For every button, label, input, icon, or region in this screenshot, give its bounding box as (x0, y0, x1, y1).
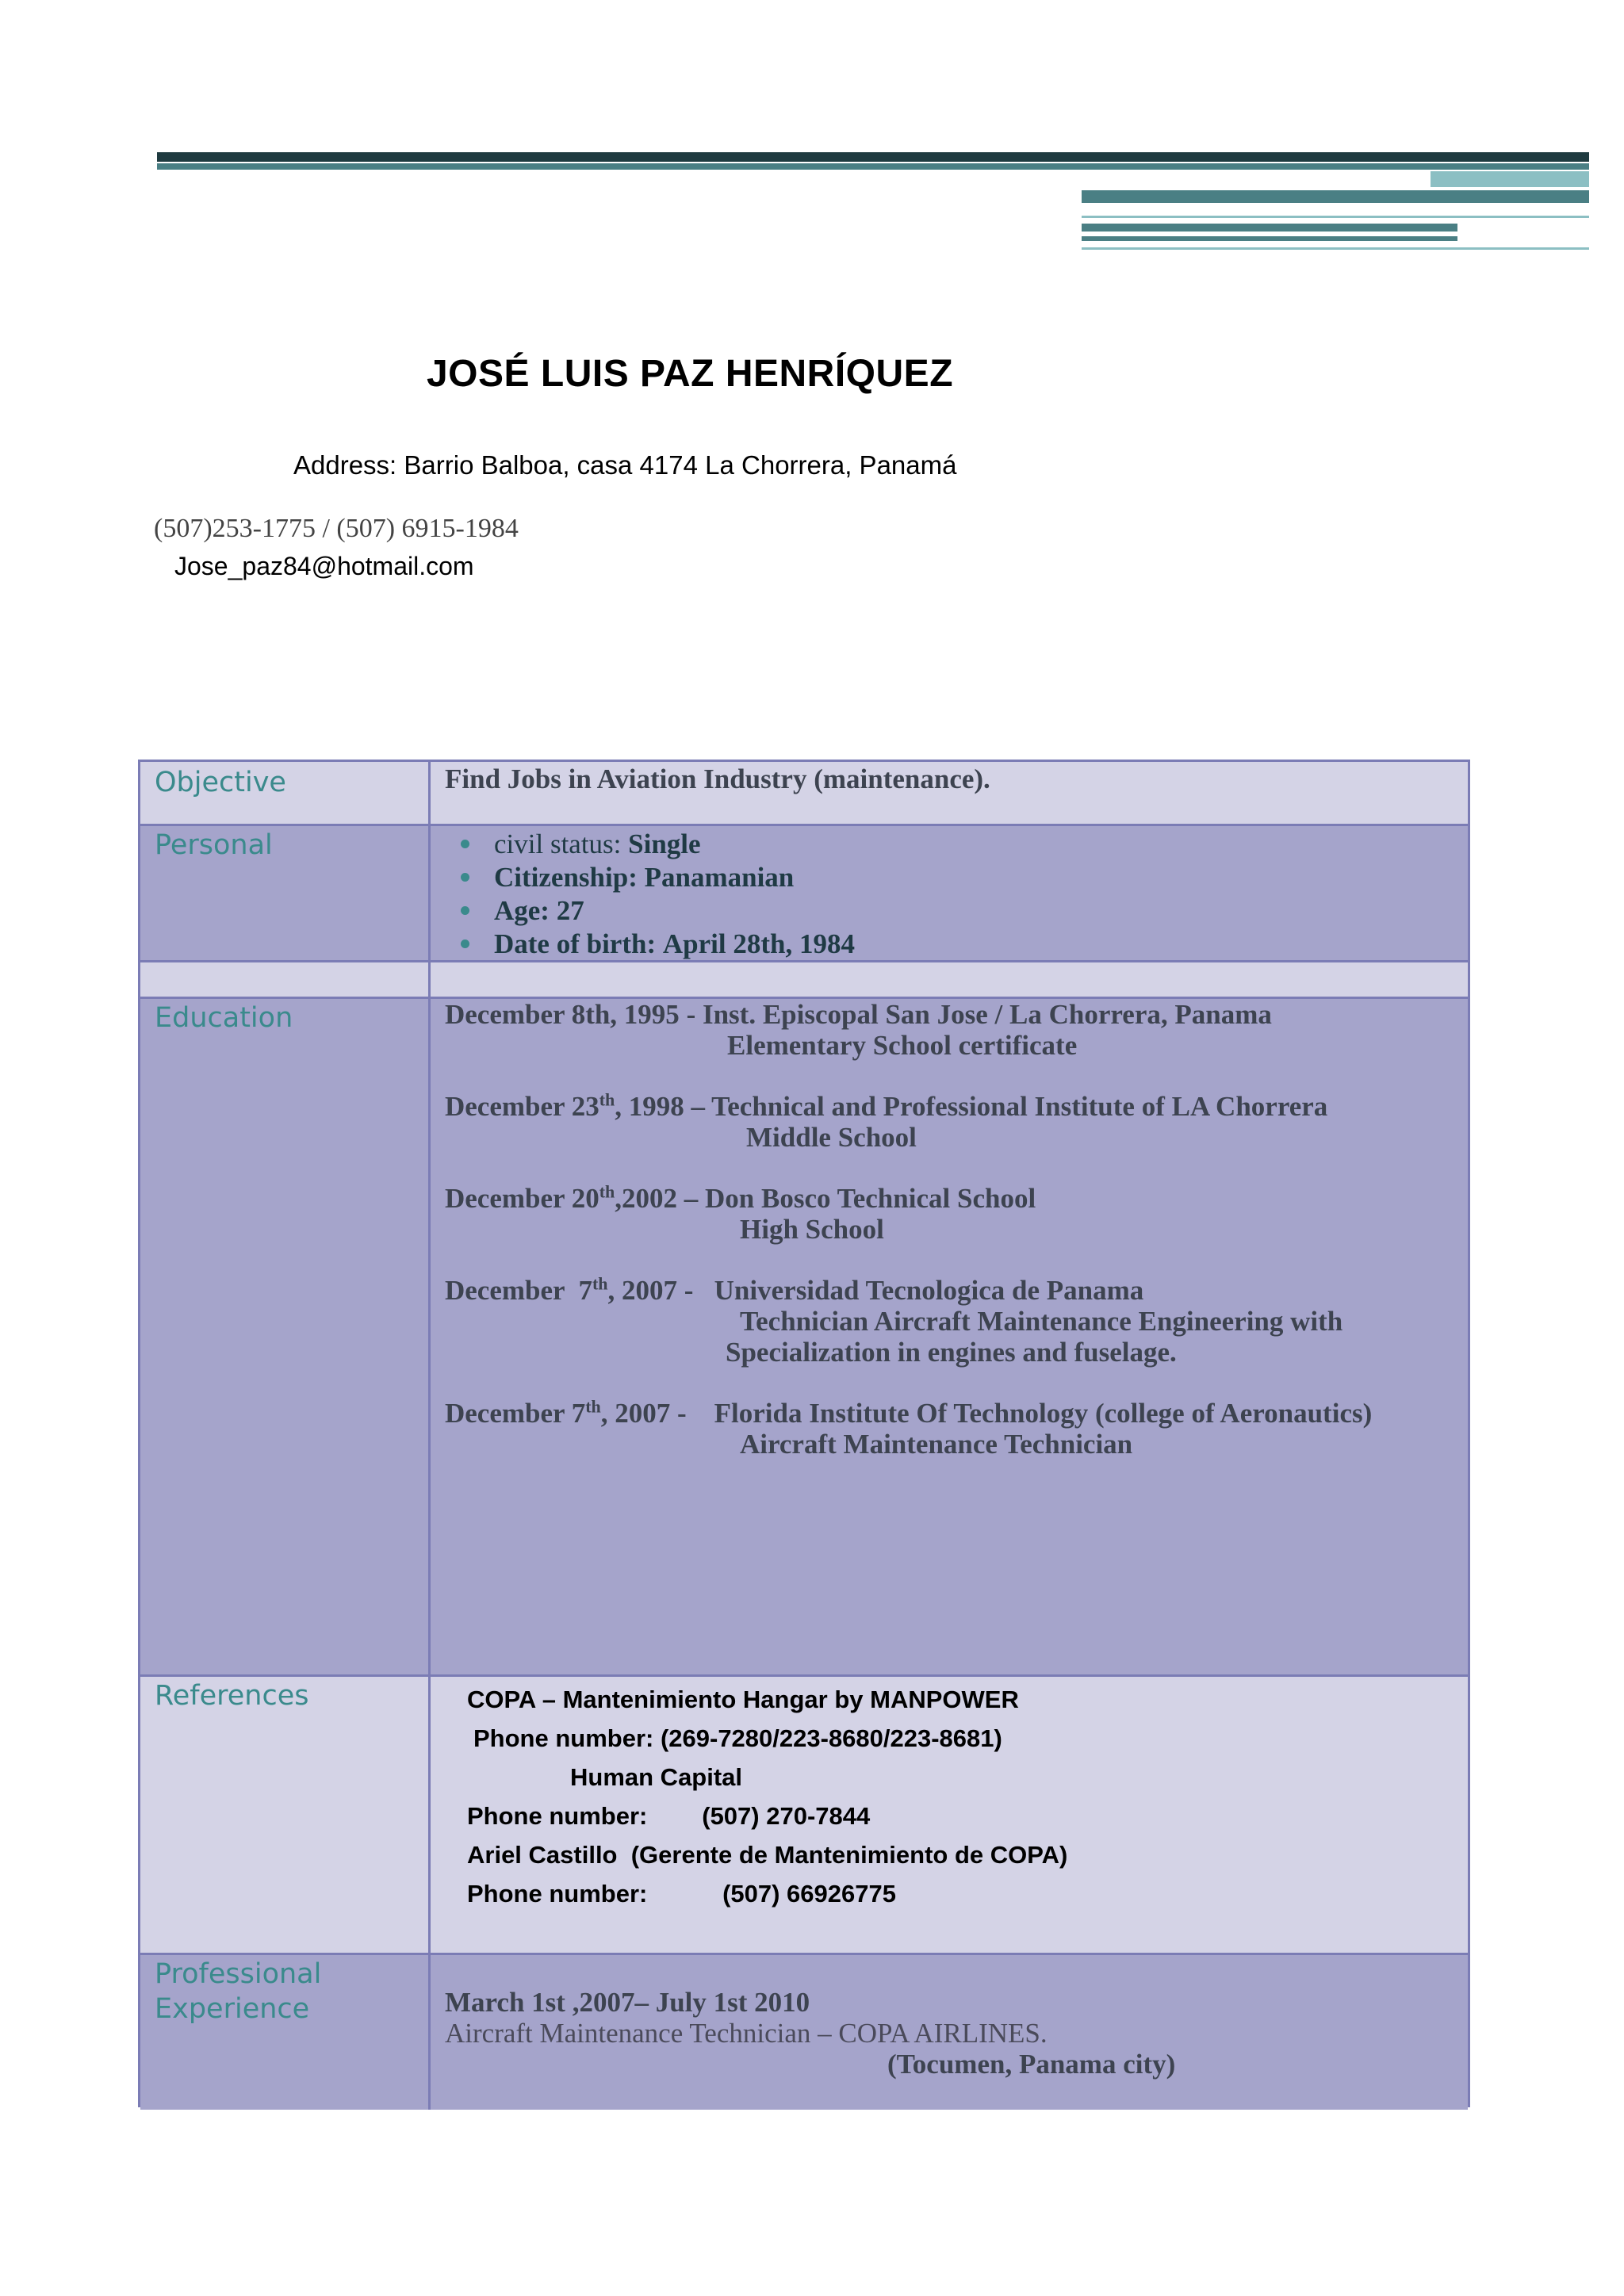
edu-detail: Middle School (746, 1122, 917, 1153)
email-link[interactable]: Jose_paz84@hotmail.com (174, 552, 474, 580)
phone-numbers: (507)253-1775 / (507) 6915-1984 (154, 514, 519, 543)
header-bar-short-1 (1082, 224, 1457, 232)
edu-detail: Technician Aircraft Maintenance Engineering with (740, 1306, 1343, 1337)
personal-key: civil status: (494, 828, 622, 859)
spacer-label (140, 962, 431, 997)
list-item (445, 861, 1454, 894)
education-entry (445, 1398, 1454, 1460)
spacer-row (140, 962, 1468, 999)
list-item (445, 828, 1454, 861)
references-label: References (140, 1677, 431, 1953)
edu-detail: Elementary School certificate (727, 1030, 1078, 1061)
personal-value: Single (628, 828, 701, 859)
edu-sep: - (677, 1275, 714, 1306)
objective-text (431, 762, 1468, 824)
reference-line: Human Capital (570, 1763, 743, 1791)
edu-institution: Don Bosco Technical School (705, 1183, 1036, 1214)
personal-row (140, 826, 1468, 962)
personal-label: Personal (140, 826, 431, 960)
candidate-name: JOSÉ LUIS PAZ HENRÍQUEZ (426, 353, 954, 395)
edu-date: December 20 (445, 1183, 599, 1214)
bullet-icon (461, 873, 469, 882)
header-bar-accent-light (1431, 171, 1589, 187)
references-row (140, 1677, 1468, 1955)
experience-row (140, 1955, 1468, 2110)
education-entry (445, 1091, 1454, 1153)
edu-institution: Inst. Episcopal San Jose / La Chorrera, Panama (702, 999, 1272, 1030)
edu-date-suffix: th (599, 1181, 615, 1202)
personal-key: Date of birth: (494, 928, 657, 959)
education-label: Education (140, 999, 431, 1674)
list-item (445, 928, 1454, 961)
header-bar-thin-2 (1082, 247, 1589, 250)
bullet-icon (461, 840, 469, 848)
experience-cell (431, 1955, 1468, 2110)
edu-institution: Florida Institute Of Technology (college of Aeronautics) (714, 1398, 1373, 1429)
edu-date-year: , 2007 (600, 1398, 671, 1429)
list-item (445, 894, 1454, 928)
experience-title: Aircraft Maintenance Technician – COPA AIRLINES. (445, 2018, 1048, 2049)
edu-date: December 23 (445, 1091, 599, 1122)
education-entry (445, 1183, 1454, 1245)
personal-cell (431, 826, 1468, 960)
edu-date-suffix: th (592, 1273, 608, 1294)
edu-sep: – (684, 1091, 712, 1122)
edu-date-year: , 1998 (615, 1091, 684, 1122)
personal-key: Age: (494, 895, 550, 926)
objective-label: Objective (140, 762, 431, 824)
edu-institution: Technical and Professional Institute of LA Chorrera (711, 1091, 1328, 1122)
edu-detail: Specialization in engines and fuselage. (726, 1337, 1177, 1368)
objective-row (140, 762, 1468, 826)
references-cell (431, 1677, 1468, 1953)
bullet-icon (461, 939, 469, 948)
reference-line: COPA – Mantenimiento Hangar by MANPOWER (467, 1686, 1019, 1713)
personal-value: 27 (556, 895, 584, 926)
edu-date-suffix: th (585, 1396, 601, 1417)
personal-list (445, 828, 1454, 961)
objective-value: Find Jobs in Aviation Industry (maintenance). (445, 763, 990, 794)
edu-date-suffix: th (599, 1089, 615, 1110)
education-cell (431, 999, 1468, 1674)
edu-sep: - (670, 1398, 714, 1429)
edu-detail: Aircraft Maintenance Technician (740, 1429, 1133, 1460)
edu-date-year: , 2007 (607, 1275, 677, 1306)
edu-date-year: ,2002 (615, 1183, 677, 1214)
header-bar-mid (1082, 190, 1589, 203)
reference-line: Ariel Castillo (Gerente de Mantenimiento de COPA) (467, 1841, 1068, 1869)
header-bar-teal (157, 163, 1589, 170)
edu-sep: – (677, 1183, 705, 1214)
address: Address: Barrio Balboa, casa 4174 La Chorrera, Panamá (293, 450, 957, 480)
personal-key: Citizenship: (494, 862, 638, 893)
education-entry (445, 999, 1454, 1061)
education-row (140, 999, 1468, 1677)
edu-date: December 7 (445, 1398, 586, 1429)
education-entry (445, 1275, 1454, 1368)
bullet-icon (461, 906, 469, 915)
header-bar-dark (157, 152, 1589, 162)
edu-detail: High School (740, 1214, 884, 1245)
experience-location: (Tocumen, Panama city) (887, 2049, 1176, 2080)
resume-table (138, 760, 1470, 2107)
edu-date: December 8th, 1995 (445, 999, 680, 1030)
experience-label: Professional Experience (140, 1955, 431, 2110)
reference-line: Phone number: (269-7280/223-8680/223-8681) (473, 1724, 1002, 1752)
edu-sep: - (679, 999, 703, 1030)
header-bar-short-2 (1082, 236, 1457, 241)
personal-value: April 28th, 1984 (662, 928, 855, 959)
edu-date: December 7 (445, 1275, 592, 1306)
edu-institution: Universidad Tecnologica de Panama (714, 1275, 1144, 1306)
reference-line: Phone number: (507) 66926775 (467, 1880, 896, 1908)
personal-value: Panamanian (644, 862, 795, 893)
reference-line: Phone number: (507) 270-7844 (467, 1802, 871, 1830)
experience-dates: March 1st ,2007– July 1st 2010 (445, 1987, 810, 2018)
header-bar-thin-1 (1082, 216, 1589, 218)
